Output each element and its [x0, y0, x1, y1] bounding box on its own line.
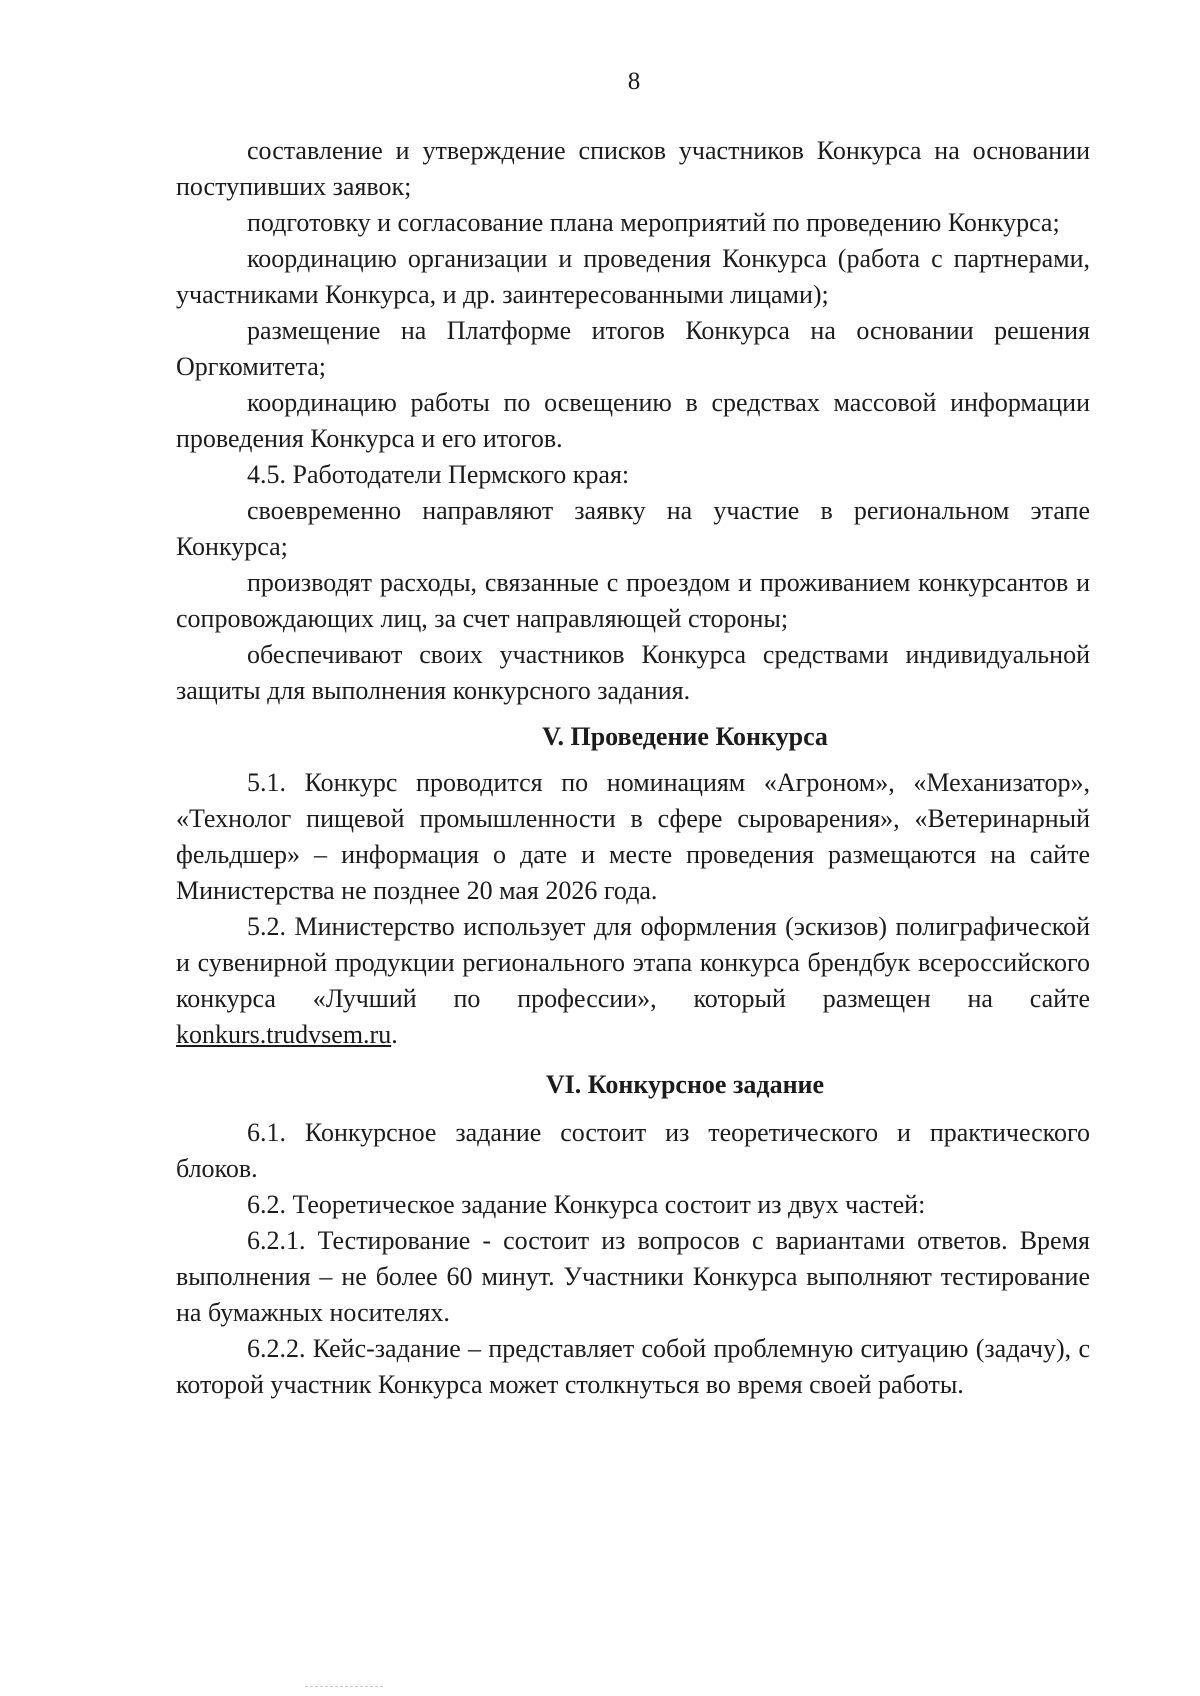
section-5-heading: V. Проведение Конкурса — [542, 722, 828, 751]
paragraph-list-item: производят расходы, связанные с проездом и проживанием конкурсантов и сопровождающих лиц, за счет направляющей стороны; — [176, 568, 1090, 633]
clause-5-2-end: . — [391, 1020, 398, 1049]
konkurs-link[interactable]: konkurs.trudvsem.ru — [176, 1020, 392, 1049]
clause-5-1: 5.1. Конкурс проводится по номинациям «Агроном», «Механизатор», «Технолог пищевой промышленности в сфере сыроварения», «Ветеринарный фельдшер» – информация о дате и месте проведения размещаются на сайте Министерства не позднее 20 мая 2026 года. — [176, 768, 1090, 905]
clause-6-2: 6.2. Теоретическое задание Конкурса состоит из двух частей: — [247, 1190, 926, 1219]
document-body — [176, 133, 1090, 1403]
paragraph-list-item: обеспечивают своих участников Конкурса средствами индивидуальной защиты для выполнения конкурсного задания. — [176, 640, 1090, 705]
clause-6-1: 6.1. Конкурсное задание состоит из теоретического и практического блоков. — [176, 1118, 1090, 1183]
paragraph-list-item: координацию работы по освещению в средствах массовой информации проведения Конкурса и его итогов. — [176, 388, 1090, 453]
paragraph-list-item: своевременно направляют заявку на участие в региональном этапе Конкурса; — [176, 496, 1090, 561]
paragraph-list-item: координацию организации и проведения Конкурса (работа с партнерами, участниками Конкурса, и др. заинтересованными лицами); — [176, 244, 1090, 309]
paragraph-list-item: подготовку и согласование плана мероприятий по проведению Конкурса; — [247, 208, 1060, 237]
paragraph-list-item: составление и утверждение списков участников Конкурса на основании поступивших заявок; — [176, 136, 1090, 201]
clause-5-2-text: 5.2. Министерство использует для оформления (эскизов) полиграфической и сувенирной продукции регионального этапа конкурса брендбук всероссийского конкурса «Лучший по профессии», который размещен на сайте — [176, 912, 1090, 1013]
clause-4-5-title: 4.5. Работодатели Пермского края: — [247, 460, 630, 489]
clause-6-2-1: 6.2.1. Тестирование - состоит из вопросов с вариантами ответов. Время выполнения – не более 60 минут. Участники Конкурса выполняют тестирование на бумажных носителях. — [176, 1226, 1090, 1327]
clause-5-2 — [176, 909, 1090, 1053]
section-6-heading: VI. Конкурсное задание — [545, 1070, 825, 1099]
scan-artifact — [305, 1686, 383, 1689]
clause-6-2-2: 6.2.2. Кейс-задание – представляет собой проблемную ситуацию (задачу), с которой участник Конкурса может столкнуться во время своей работы. — [176, 1334, 1090, 1399]
paragraph-list-item: размещение на Платформе итогов Конкурса на основании решения Оргкомитета; — [176, 316, 1090, 381]
page-number: 8 — [627, 68, 641, 95]
